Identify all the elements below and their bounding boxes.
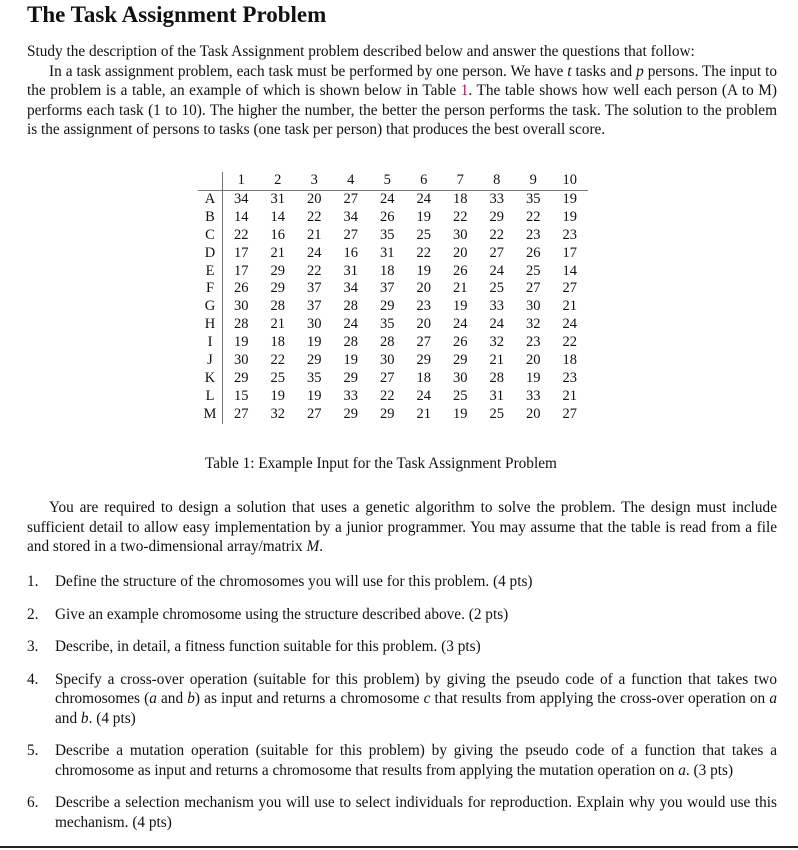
var: b (80, 709, 89, 727)
var: a (769, 690, 777, 707)
question-list (27, 572, 777, 832)
column-header: 1 (223, 172, 260, 190)
score-cell: 26 (234, 280, 249, 297)
score-cell: 21 (489, 352, 504, 369)
score-cell: 32 (526, 316, 541, 333)
question-text: Give an example chromosome using the structure described above. (2 pts) (55, 605, 509, 623)
score-cell: 18 (453, 190, 468, 207)
row-label: J (198, 352, 223, 370)
score-cell: 22 (453, 208, 468, 225)
score-cell: 20 (416, 280, 431, 297)
column-header: 6 (406, 172, 443, 190)
score-cell: 16 (343, 244, 358, 261)
score-cell: 30 (380, 352, 395, 369)
score-cell: 23 (416, 298, 431, 315)
score-cell: 27 (343, 226, 358, 243)
score-cell: 32 (489, 334, 504, 351)
question-number: 3. (27, 638, 39, 655)
table-row (198, 263, 588, 281)
var-p: p (636, 62, 644, 80)
question-4 (27, 670, 777, 729)
score-cell: 28 (380, 334, 395, 351)
score-cell: 28 (489, 369, 504, 386)
text: persons. The input to the problem is a table, an example of which is shown below in Table (27, 62, 777, 99)
intro-section (27, 42, 777, 140)
score-cell: 23 (562, 369, 577, 386)
row-label: M (198, 406, 223, 424)
score-cell: 14 (234, 208, 249, 225)
score-cell: 25 (526, 262, 541, 279)
table-row (198, 316, 588, 334)
score-cell: 25 (416, 226, 431, 243)
row-label: F (198, 280, 223, 298)
score-cell: 35 (526, 190, 541, 207)
intro-paragraph (27, 62, 777, 140)
score-cell: 21 (270, 244, 285, 261)
score-cell: 24 (416, 387, 431, 404)
score-cell: 21 (562, 387, 577, 404)
text: In a task assignment problem, each task must be performed by one person. We have (49, 62, 568, 80)
corner-cell (198, 172, 223, 190)
score-cell: 21 (562, 298, 577, 315)
score-cell: 26 (453, 334, 468, 351)
score-cell: 28 (343, 334, 358, 351)
score-cell: 35 (380, 316, 395, 333)
score-cell: 31 (489, 387, 504, 404)
text: . (319, 538, 324, 555)
text: . The table shows how well each person (A to M) performs each task (1 to 10). The higher the number, the better the person performs the task. The solution to the problem is the assignment of persons to tasks (one task per person) that produces the best overall score. (27, 82, 777, 138)
text: and (55, 709, 81, 727)
column-header: 7 (442, 172, 479, 190)
page-title: The Task Assignment Problem (27, 2, 327, 27)
score-cell: 35 (380, 226, 395, 243)
score-cell: 25 (453, 387, 468, 404)
score-cell: 23 (526, 334, 541, 351)
score-cell: 21 (416, 405, 431, 422)
row-label: D (198, 245, 223, 263)
score-cell: 24 (489, 316, 504, 333)
score-cell: 37 (307, 298, 322, 315)
score-cell: 15 (234, 387, 249, 404)
score-cell: 31 (380, 244, 395, 261)
score-cell: 31 (343, 262, 358, 279)
score-cell: 27 (380, 369, 395, 386)
var-M: M (306, 538, 320, 555)
text: You are required to design a solution that uses a genetic algorithm to solve the problem. The design must include sufficient detail to allow easy implementation by a junior programmer. You may assume that the table is read from a file and stored in a two-dimensional array/matrix (27, 499, 777, 555)
score-cell: 34 (234, 190, 249, 207)
score-cell: 23 (526, 226, 541, 243)
score-cell: 29 (380, 298, 395, 315)
score-cell: 30 (453, 369, 468, 386)
score-cell: 21 (307, 226, 322, 243)
question-number: 1. (27, 573, 39, 590)
score-cell: 30 (526, 298, 541, 315)
row-label: L (198, 388, 223, 406)
score-cell: 30 (307, 316, 322, 333)
score-cell: 29 (453, 352, 468, 369)
table-row (198, 334, 588, 352)
score-cell: 24 (489, 262, 504, 279)
score-cell: 19 (234, 334, 249, 351)
text: Describe a mutation operation (suitable for this problem) by giving the pseudo code of a function that takes a chromosome as input and returns a chromosome that results from applying the mutation operation on (55, 742, 777, 779)
score-cell: 20 (416, 316, 431, 333)
intro-lead: Study the description of the Task Assignment problem described below and answer the questions that follow: (27, 43, 695, 60)
score-cell: 28 (270, 298, 285, 315)
score-cell: 20 (526, 405, 541, 422)
score-cell: 37 (307, 280, 322, 297)
score-cell: 16 (270, 226, 285, 243)
score-cell: 30 (234, 352, 249, 369)
text: tasks and (571, 62, 637, 80)
score-cell: 29 (343, 369, 358, 386)
column-header: 3 (296, 172, 333, 190)
text: that results from applying the cross-over operation on (430, 690, 770, 707)
score-cell: 33 (489, 190, 504, 207)
score-cell: 19 (416, 208, 431, 225)
table-row (198, 388, 588, 406)
score-cell: 32 (270, 405, 285, 422)
score-cell: 18 (270, 334, 285, 351)
score-cell: 28 (234, 316, 249, 333)
score-cell: 24 (380, 190, 395, 207)
score-cell: 18 (380, 262, 395, 279)
score-table (198, 172, 588, 424)
score-cell: 20 (453, 244, 468, 261)
score-cell: 25 (489, 280, 504, 297)
score-cell: 19 (453, 405, 468, 422)
var: c (423, 690, 431, 707)
var: b (187, 690, 195, 707)
score-cell: 20 (526, 352, 541, 369)
score-cell: 26 (526, 244, 541, 261)
score-cell: 24 (307, 244, 322, 261)
score-cell: 26 (380, 208, 395, 225)
question-number: 6. (27, 794, 39, 811)
score-cell: 14 (270, 208, 285, 225)
score-cell: 21 (270, 316, 285, 333)
score-cell: 14 (562, 262, 577, 279)
table-row (198, 209, 588, 227)
score-cell: 19 (453, 298, 468, 315)
column-header: 8 (479, 172, 516, 190)
score-cell: 27 (234, 405, 249, 422)
column-header: 5 (369, 172, 406, 190)
score-cell: 27 (526, 280, 541, 297)
question-3 (27, 637, 777, 657)
text: and (156, 690, 188, 707)
score-cell: 29 (380, 405, 395, 422)
row-label: G (198, 298, 223, 316)
score-cell: 24 (562, 316, 577, 333)
table-row (198, 227, 588, 245)
text: . (4 pts) (88, 709, 136, 727)
row-label: C (198, 227, 223, 245)
score-cell: 25 (489, 405, 504, 422)
row-label: I (198, 334, 223, 352)
score-cell: 23 (562, 226, 577, 243)
score-cell: 21 (453, 280, 468, 297)
question-number: 5. (27, 742, 39, 759)
score-cell: 34 (343, 280, 358, 297)
question-6 (27, 793, 777, 832)
table-row (198, 406, 588, 424)
design-paragraph (27, 498, 777, 557)
column-header: 4 (333, 172, 370, 190)
score-cell: 24 (416, 190, 431, 207)
score-cell: 22 (416, 244, 431, 261)
table-row (198, 298, 588, 316)
score-cell: 22 (562, 334, 577, 351)
question-text: Define the structure of the chromosomes you will use for this problem. (4 pts) (55, 573, 533, 590)
score-cell: 22 (270, 352, 285, 369)
score-cell: 25 (270, 369, 285, 386)
score-cell: 19 (307, 334, 322, 351)
table-row (198, 370, 588, 388)
score-cell: 35 (307, 369, 322, 386)
row-label: K (198, 370, 223, 388)
score-cell: 22 (307, 262, 322, 279)
question-5 (27, 741, 777, 780)
score-cell: 19 (562, 208, 577, 225)
question-text: Describe a selection mechanism you will use to select individuals for reproduction. Explain why you would use this mechanism. (4 pts) (55, 794, 777, 831)
page-bottom-rule (0, 846, 798, 848)
score-cell: 30 (453, 226, 468, 243)
question-number: 4. (27, 670, 39, 688)
question-text: Describe, in detail, a fitness function suitable for this problem. (3 pts) (55, 638, 481, 655)
score-cell: 19 (526, 369, 541, 386)
score-cell: 19 (416, 262, 431, 279)
table-row (198, 190, 588, 208)
score-cell: 22 (526, 208, 541, 225)
score-cell: 31 (270, 190, 285, 207)
score-cell: 29 (489, 208, 504, 225)
score-cell: 29 (416, 352, 431, 369)
table-reference-link[interactable]: 1 (460, 82, 469, 99)
score-cell: 27 (343, 190, 358, 207)
column-header: 10 (552, 172, 589, 190)
score-cell: 22 (489, 226, 504, 243)
score-cell: 19 (343, 352, 358, 369)
score-cell: 22 (380, 387, 395, 404)
text: ) as input and returns a chromosome (194, 690, 424, 707)
table-row (198, 245, 588, 263)
var: a (678, 761, 686, 779)
score-cell: 22 (234, 226, 249, 243)
score-cell: 29 (307, 352, 322, 369)
score-cell: 24 (343, 316, 358, 333)
score-cell: 33 (489, 298, 504, 315)
score-cell: 34 (343, 208, 358, 225)
score-cell: 27 (562, 280, 577, 297)
row-label: A (198, 190, 223, 208)
text: . (3 pts) (685, 761, 734, 779)
var-t: t (567, 62, 572, 80)
question-number: 2. (27, 605, 39, 623)
score-cell: 17 (562, 244, 577, 261)
score-cell: 18 (562, 352, 577, 369)
score-cell: 19 (270, 387, 285, 404)
score-cell: 33 (526, 387, 541, 404)
column-header: 2 (260, 172, 297, 190)
var: a (149, 690, 157, 707)
text: Specify a cross-over operation (suitable for this problem) by giving the pseudo code of a function that takes two chromosomes ( (55, 670, 777, 707)
score-cell: 27 (307, 405, 322, 422)
score-cell: 26 (453, 262, 468, 279)
score-cell: 28 (343, 298, 358, 315)
question-2 (27, 605, 777, 625)
score-cell: 27 (416, 334, 431, 351)
question-1 (27, 572, 777, 592)
score-cell: 19 (307, 387, 322, 404)
score-cell: 29 (270, 262, 285, 279)
table-row (198, 280, 588, 298)
row-label: H (198, 316, 223, 334)
row-label: E (198, 263, 223, 281)
score-cell: 30 (234, 298, 249, 315)
score-cell: 20 (307, 190, 322, 207)
score-cell: 17 (234, 244, 249, 261)
row-label: B (198, 209, 223, 227)
score-cell: 29 (270, 280, 285, 297)
score-cell: 27 (489, 244, 504, 261)
score-cell: 22 (307, 208, 322, 225)
score-cell: 33 (343, 387, 358, 404)
score-cell: 19 (562, 190, 577, 207)
table-row (198, 352, 588, 370)
score-cell: 18 (416, 369, 431, 386)
score-cell: 29 (234, 369, 249, 386)
score-cell: 27 (562, 405, 577, 422)
score-cell: 37 (380, 280, 395, 297)
score-cell: 29 (343, 405, 358, 422)
score-cell: 24 (453, 316, 468, 333)
table-caption: Table 1: Example Input for the Task Assignment Problem (205, 455, 557, 472)
column-header: 9 (515, 172, 552, 190)
score-cell: 17 (234, 262, 249, 279)
